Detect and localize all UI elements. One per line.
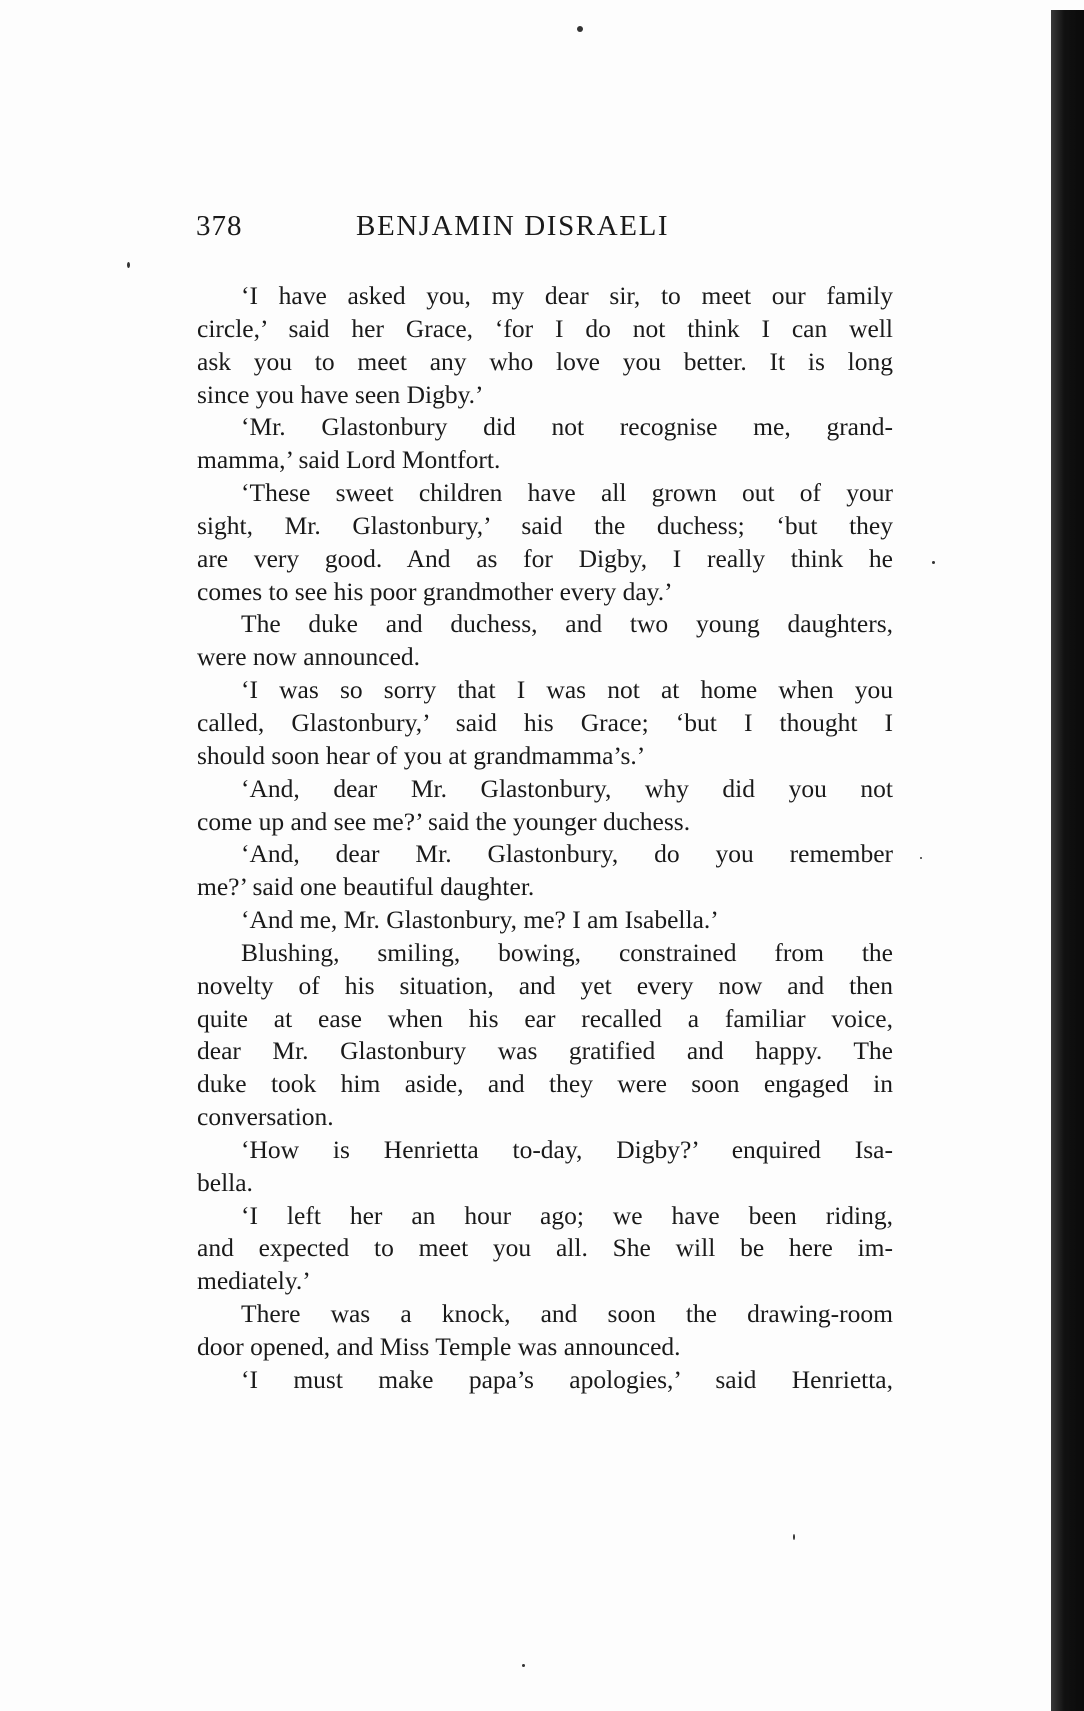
running-head: [196, 210, 796, 250]
page-number: 378: [196, 210, 243, 242]
text-line: circle,’ said her Grace, ‘for I do not think I can well: [197, 313, 893, 343]
text-line: ‘I must make papa’s apologies,’ said Henrietta,: [241, 1364, 893, 1394]
text-line: since you have seen Digby.’: [197, 379, 484, 409]
text-line: bella.: [197, 1167, 253, 1197]
text-line: dear Mr. Glastonbury was gratified and happy. The: [197, 1036, 893, 1066]
text-line: duke took him aside, and they were soon engaged in: [197, 1069, 893, 1099]
text-line: comes to see his poor grandmother every day.’: [197, 576, 673, 606]
text-line: ‘These sweet children have all grown out of your: [241, 478, 893, 508]
text-line: conversation.: [197, 1102, 334, 1132]
text-line: sight, Mr. Glastonbury,’ said the duchess; ‘but they: [197, 510, 893, 540]
ink-speck: [920, 857, 922, 859]
text-line: and expected to meet you all. She will be here im-: [197, 1233, 893, 1263]
ink-speck: [793, 1534, 795, 1540]
text-line: are very good. And as for Digby, I really think he: [197, 543, 893, 573]
text-line: The duke and duchess, and two young daughters,: [241, 609, 893, 639]
text-line: mediately.’: [197, 1266, 311, 1296]
text-line: There was a knock, and soon the drawing-room: [241, 1299, 893, 1329]
text-line: called, Glastonbury,’ said his Grace; ‘but I thought I: [197, 707, 893, 737]
text-line: door opened, and Miss Temple was announced.: [197, 1332, 681, 1361]
text-line: were now announced.: [197, 642, 421, 672]
text-line: ‘Mr. Glastonbury did not recognise me, grand-: [241, 412, 893, 442]
ink-speck: [577, 26, 583, 32]
text-line: ‘I left her an hour ago; we have been riding,: [241, 1200, 893, 1230]
text-line: ‘I have asked you, my dear sir, to meet our family: [241, 281, 893, 310]
text-line: ‘I was so sorry that I was not at home when you: [241, 675, 893, 705]
book-title: BENJAMIN DISRAELI: [356, 210, 670, 242]
binding-edge-shadow: [1051, 10, 1084, 1711]
text-line: ask you to meet any who love you better. It is long: [197, 346, 893, 376]
text-line: quite at ease when his ear recalled a familiar voice,: [197, 1003, 893, 1033]
text-line: come up and see me?’ said the younger duchess.: [197, 806, 691, 836]
ink-speck: [522, 1664, 525, 1667]
text-line: ‘And, dear Mr. Glastonbury, why did you not: [241, 773, 893, 803]
text-line: novelty of his situation, and yet every now and then: [197, 970, 893, 1000]
ink-speck: [932, 561, 935, 564]
text-line: ‘And, dear Mr. Glastonbury, do you remember: [241, 839, 893, 869]
body-text: [197, 280, 893, 1397]
text-line: should soon hear of you at grandmamma’s.’: [197, 740, 646, 770]
text-line: Blushing, smiling, bowing, constrained from the: [241, 937, 893, 967]
text-line: me?’ said one beautiful daughter.: [197, 872, 535, 902]
text-line: mamma,’ said Lord Montfort.: [197, 445, 501, 475]
ink-speck: [127, 262, 130, 268]
text-line: ‘And me, Mr. Glastonbury, me? I am Isabella.’: [241, 905, 719, 935]
text-line: ‘How is Henrietta to-day, Digby?’ enquired Isa-: [241, 1134, 893, 1164]
